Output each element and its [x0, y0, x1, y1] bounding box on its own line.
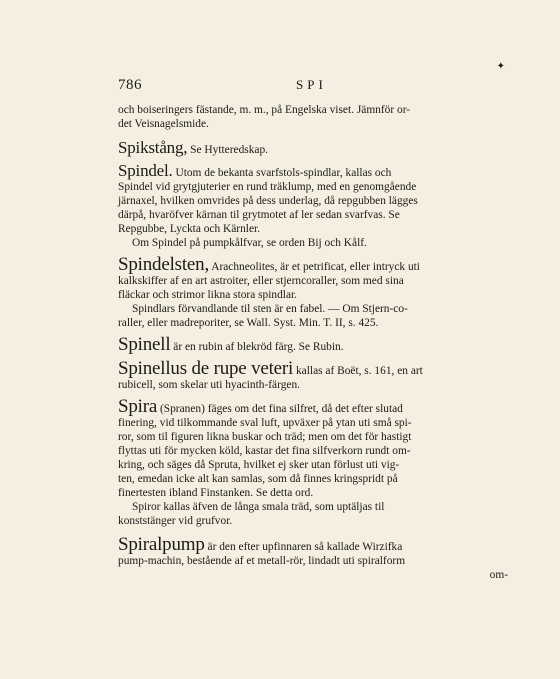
text-line: fläckar och strimor likna stora spindlar. — [118, 289, 298, 301]
text-line: Repgubbe, Lyckta och Kärnler. — [118, 223, 261, 235]
text-line: (Spranen) fäges om det fina silfret, då det efter slutad — [159, 403, 403, 415]
text-line: Arachneolites, är et petrificat, eller intryck uti — [211, 261, 420, 273]
text-line: Utom de bekanta svarfstols-spindlar, kallas och — [175, 167, 392, 179]
headword: Spiralpump — [118, 534, 205, 555]
headword: Spindelsten, — [118, 254, 210, 275]
entry-spikstang — [118, 138, 508, 157]
text-line: är den efter upfinnaren så kallade Wirzifka — [207, 541, 403, 553]
text-line: därpå, hvaröfver kärnan til grytmotet af ler sedan svarfvas. Se — [118, 209, 400, 221]
text-line: Om Spindel på pumpkålfvar, se orden Bij och Kålf. — [132, 237, 367, 249]
headword: Spinellus de rupe veteri — [118, 358, 294, 379]
text-line: ror, som til figuren likna buskar och träd; men om det för hastigt — [118, 431, 412, 443]
entry-spindelsten — [118, 254, 508, 330]
text-line: Se Hytteredskap. — [190, 144, 268, 156]
text-line: kalkskiffer af en art astroiter, eller stjerncoraller, som med sina — [118, 275, 404, 287]
text-line: rubicell, som skelar uti hyacinth-färgen. — [118, 379, 300, 391]
entry-spinellus — [118, 358, 508, 392]
text-line: om- — [489, 569, 508, 581]
headword: Spinell — [118, 334, 171, 355]
corner-mark: ✦ — [496, 61, 505, 72]
text-line: Spiror kallas äfven de långa smala träd, som uptäljas til — [132, 501, 385, 513]
headword: Spindel. — [118, 161, 173, 180]
page-number: 786 — [118, 77, 142, 93]
text-line: finertesten ibland Finstanken. Se detta ord. — [118, 487, 314, 499]
text-line: Spindel vid grytgjuterier en rund träklump, med en genomgående — [118, 181, 417, 193]
text-line: kallas af Boët, s. 161, en art — [295, 365, 423, 377]
headword: Spikstång, — [118, 138, 188, 157]
text-line: Spindlars förvandlande til sten är en fabel. — Om Stjern-co- — [132, 303, 408, 315]
text-line: järnaxel, hvilken omvrides på dess underlag, då repgubben lägges — [118, 195, 418, 207]
text-line: flyttas uti för mycken köld, kastar det fina silfverkorn rundt om- — [118, 445, 411, 457]
text-line: det Veisnagelsmide. — [118, 118, 209, 130]
entry-spiralpump — [118, 534, 508, 582]
text-line: finering, vid tilkommande sval luft, upväxer på ytan uti små spi- — [118, 417, 412, 429]
headword: Spira — [118, 396, 158, 417]
text-line: pump-machin, bestående af et metall-rör, lindadt uti spiralform — [118, 555, 406, 567]
entry-spira — [118, 396, 508, 528]
page-header — [118, 61, 510, 97]
text-line: konststänger vid grufvor. — [118, 515, 233, 527]
text-line: ten, emedan icke alt kan samlas, som då finnes kringspridt på — [118, 473, 398, 485]
text-line: kring, och säges då Spruta, hvilket ej sker utan förlust uti vig- — [118, 459, 400, 471]
text-line: och boiseringers fästande, m. m., på Engelska viset. Jämnför or- — [118, 104, 411, 116]
text-line: är en rubin af blekröd färg. Se Rubin. — [173, 341, 344, 353]
text-line: raller, eller madreporiter, se Wall. Syst. Min. T. II, s. 425. — [118, 317, 379, 329]
entry-spinell — [118, 334, 508, 355]
entry-spindel — [118, 161, 508, 250]
running-head: SPI — [296, 77, 327, 92]
entry-continuation — [118, 103, 508, 131]
page-body — [118, 103, 508, 582]
